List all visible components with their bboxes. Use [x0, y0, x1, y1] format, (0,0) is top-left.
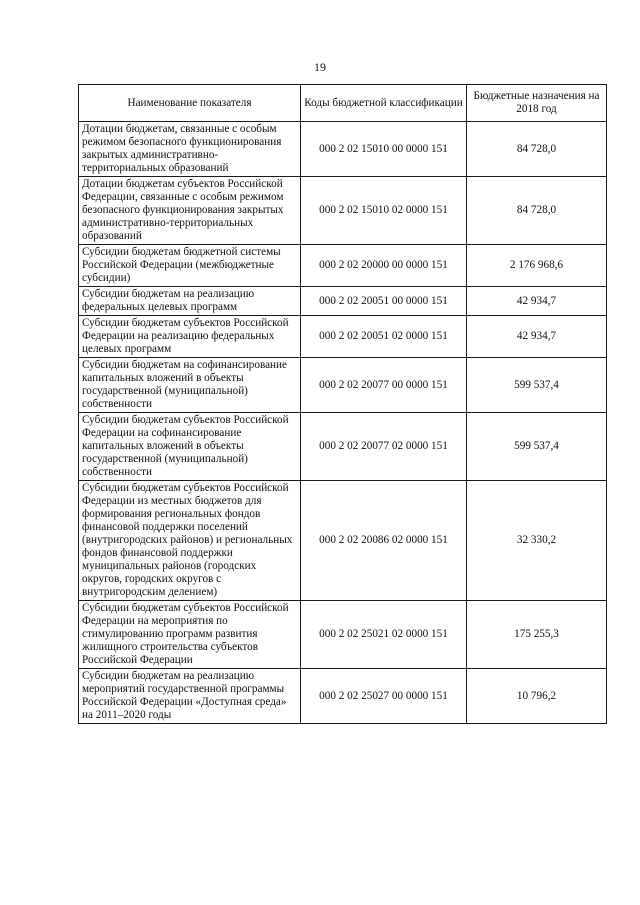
- budget-code: 000 2 02 20051 02 0000 151: [301, 316, 467, 358]
- budget-amount: 84 728,0: [467, 122, 607, 177]
- budget-code: 000 2 02 20077 00 0000 151: [301, 358, 467, 413]
- budget-code: 000 2 02 20000 00 0000 151: [301, 245, 467, 287]
- table-row: [79, 316, 607, 358]
- table-row: [79, 122, 607, 177]
- indicator-name: Субсидии бюджетам субъектов Российской Федерации из местных бюджетов для формирования региональных фондов финансовой поддержки поселений (внутригородских районов) и региональных фондов финансовой поддержки муниципальных районов (городских округов, городских округов с внутригородским делением): [79, 481, 301, 601]
- budget-amount: 42 934,7: [467, 316, 607, 358]
- budget-amount: 42 934,7: [467, 287, 607, 316]
- header-budget-codes: Коды бюджетной классификации: [301, 85, 467, 122]
- table-row: [79, 413, 607, 481]
- table-header-row: [79, 85, 607, 122]
- table-row: [79, 669, 607, 724]
- budget-amount: 10 796,2: [467, 669, 607, 724]
- budget-code: 000 2 02 20077 02 0000 151: [301, 413, 467, 481]
- indicator-name: Субсидии бюджетам субъектов Российской Федерации на софинансирование капитальных вложений в объекты государственной (муниципальной) собственности: [79, 413, 301, 481]
- budget-code: 000 2 02 15010 00 0000 151: [301, 122, 467, 177]
- budget-code: 000 2 02 25021 02 0000 151: [301, 601, 467, 669]
- budget-code: 000 2 02 25027 00 0000 151: [301, 669, 467, 724]
- indicator-name: Субсидии бюджетам на реализацию федеральных целевых программ: [79, 287, 301, 316]
- budget-amount: 2 176 968,6: [467, 245, 607, 287]
- indicator-name: Субсидии бюджетам на реализацию мероприятий государственной программы Российской Федерации «Доступная среда» на 2011–2020 годы: [79, 669, 301, 724]
- table-row: [79, 481, 607, 601]
- indicator-name: Дотации бюджетам субъектов Российской Федерации, связанные с особым режимом безопасного функционирования закрытых административно-территориальных образований: [79, 177, 301, 245]
- budget-amount: 84 728,0: [467, 177, 607, 245]
- indicator-name: Дотации бюджетам, связанные с особым режимом безопасного функционирования закрытых административно-территориальных образований: [79, 122, 301, 177]
- table-row: [79, 601, 607, 669]
- table-row: [79, 358, 607, 413]
- page-number: 19: [314, 60, 326, 74]
- table-row: [79, 245, 607, 287]
- budget-amount: 32 330,2: [467, 481, 607, 601]
- table-row: [79, 177, 607, 245]
- indicator-name: Субсидии бюджетам бюджетной системы Российской Федерации (межбюджетные субсидии): [79, 245, 301, 287]
- budget-code: 000 2 02 20086 02 0000 151: [301, 481, 467, 601]
- budget-code: 000 2 02 15010 02 0000 151: [301, 177, 467, 245]
- indicator-name: Субсидии бюджетам на софинансирование капитальных вложений в объекты государственной (муниципальной) собственности: [79, 358, 301, 413]
- budget-amount: 599 537,4: [467, 413, 607, 481]
- budget-amount: 175 255,3: [467, 601, 607, 669]
- indicator-name: Субсидии бюджетам субъектов Российской Федерации на реализацию федеральных целевых программ: [79, 316, 301, 358]
- budget-table: [78, 84, 607, 724]
- table-row: [79, 287, 607, 316]
- header-budget-allocation: Бюджетные назначения на 2018 год: [467, 85, 607, 122]
- header-indicator-name: Наименование показателя: [79, 85, 301, 122]
- indicator-name: Субсидии бюджетам субъектов Российской Федерации на мероприятия по стимулированию программ развития жилищного строительства субъектов Российской Федерации: [79, 601, 301, 669]
- budget-code: 000 2 02 20051 00 0000 151: [301, 287, 467, 316]
- budget-amount: 599 537,4: [467, 358, 607, 413]
